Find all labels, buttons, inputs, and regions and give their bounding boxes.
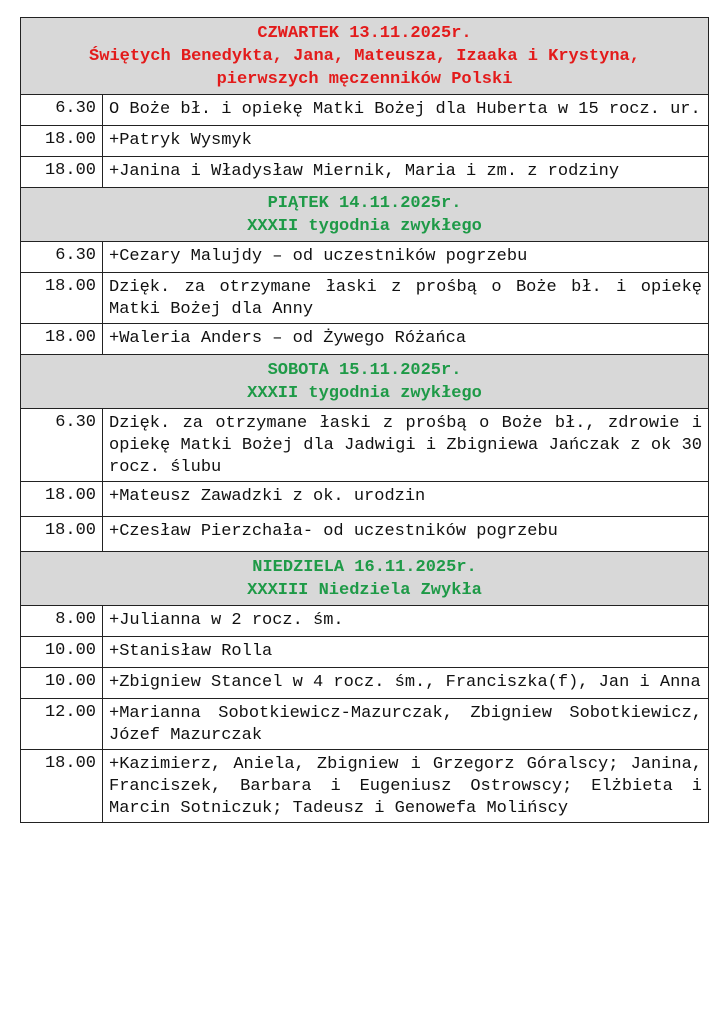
mass-intention: +Kazimierz, Aniela, Zbigniew i Grzegorz Góralscy; Janina, Franciszek, Barbara i Eugeniusz Ostrowscy; Elżbieta i Marcin Sotniczuk; Tadeusz i Genowefa Molińscy: [103, 750, 709, 823]
day-subtitle: XXXII tygodnia zwykłego: [247, 217, 482, 236]
day-header-row: [21, 18, 709, 95]
day-title: CZWARTEK 13.11.2025r.: [257, 24, 472, 43]
mass-intention: Dzięk. za otrzymane łaski z prośbą o Boże bł. i opiekę Matki Bożej dla Anny: [103, 273, 709, 324]
mass-time: 12.00: [21, 699, 103, 750]
mass-time: 18.00: [21, 273, 103, 324]
mass-row: [21, 409, 709, 482]
day-title: SOBOTA 15.11.2025r.: [267, 361, 462, 380]
mass-row: [21, 517, 709, 552]
mass-row: [21, 699, 709, 750]
mass-time: 6.30: [21, 242, 103, 273]
day-subtitle: XXXII tygodnia zwykłego: [247, 384, 482, 403]
mass-row: [21, 273, 709, 324]
day-title: NIEDZIELA 16.11.2025r.: [252, 558, 477, 577]
mass-row: [21, 157, 709, 188]
day-header: [21, 18, 709, 95]
mass-schedule-table: [20, 17, 709, 823]
mass-row: [21, 637, 709, 668]
day-header: [21, 552, 709, 606]
mass-intention: +Zbigniew Stancel w 4 rocz. śm., Franciszka(f), Jan i Anna: [103, 668, 709, 699]
mass-time: 6.30: [21, 95, 103, 126]
mass-time: 18.00: [21, 157, 103, 188]
day-title: PIĄTEK 14.11.2025r.: [267, 194, 462, 213]
mass-row: [21, 324, 709, 355]
mass-time: 8.00: [21, 606, 103, 637]
day-header: [21, 355, 709, 409]
mass-time: 18.00: [21, 482, 103, 517]
day-header-row: [21, 355, 709, 409]
mass-intention: +Mateusz Zawadzki z ok. urodzin: [103, 482, 709, 517]
mass-intention: +Czesław Pierzchała- od uczestników pogrzebu: [103, 517, 709, 552]
mass-intention: +Julianna w 2 rocz. śm.: [103, 606, 709, 637]
mass-time: 18.00: [21, 750, 103, 823]
day-subtitle: XXXIII Niedziela Zwykła: [247, 581, 482, 600]
mass-intention: +Waleria Anders – od Żywego Różańca: [103, 324, 709, 355]
mass-time: 10.00: [21, 637, 103, 668]
day-subtitle: Świętych Benedykta, Jana, Mateusza, Izaaka i Krystyna,: [89, 47, 640, 66]
mass-intention: +Janina i Władysław Miernik, Maria i zm. z rodziny: [103, 157, 709, 188]
mass-intention: +Patryk Wysmyk: [103, 126, 709, 157]
mass-row: [21, 482, 709, 517]
mass-time: 6.30: [21, 409, 103, 482]
mass-row: [21, 95, 709, 126]
mass-time: 18.00: [21, 517, 103, 552]
mass-row: [21, 126, 709, 157]
mass-intention: O Boże bł. i opiekę Matki Bożej dla Huberta w 15 rocz. ur.: [103, 95, 709, 126]
day-subtitle-2: pierwszych męczenników Polski: [216, 70, 513, 89]
mass-time: 10.00: [21, 668, 103, 699]
day-header-row: [21, 552, 709, 606]
mass-row: [21, 242, 709, 273]
mass-time: 18.00: [21, 126, 103, 157]
day-header-row: [21, 188, 709, 242]
mass-intention: +Marianna Sobotkiewicz-Mazurczak, Zbigniew Sobotkiewicz, Józef Mazurczak: [103, 699, 709, 750]
mass-row: [21, 750, 709, 823]
day-header: [21, 188, 709, 242]
mass-intention: +Stanisław Rolla: [103, 637, 709, 668]
mass-intention: +Cezary Malujdy – od uczestników pogrzebu: [103, 242, 709, 273]
mass-time: 18.00: [21, 324, 103, 355]
mass-row: [21, 668, 709, 699]
mass-row: [21, 606, 709, 637]
mass-intention: Dzięk. za otrzymane łaski z prośbą o Boże bł., zdrowie i opiekę Matki Bożej dla Jadwigi i Zbigniewa Jańczak z ok 30 rocz. ślubu: [103, 409, 709, 482]
